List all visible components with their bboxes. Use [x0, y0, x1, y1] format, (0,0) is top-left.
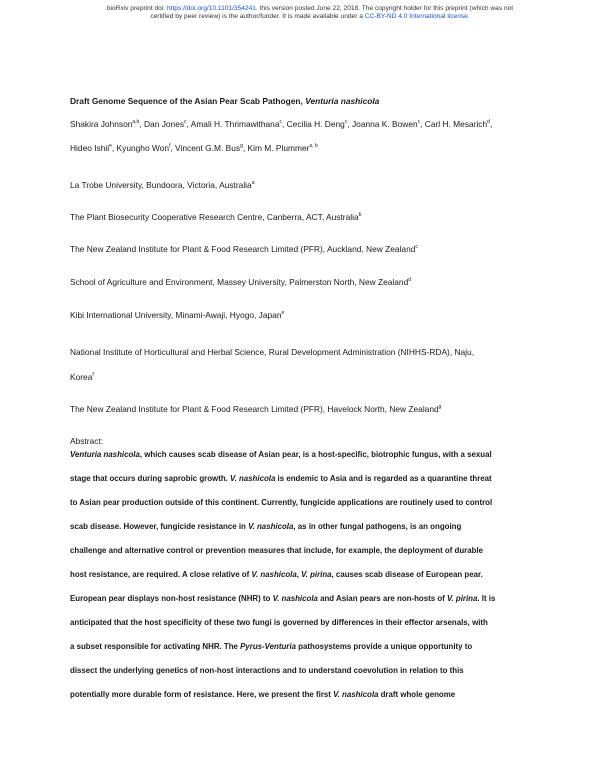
species-name: Venturia nashicola: [70, 450, 140, 459]
abstract-line: [70, 642, 472, 651]
abstract-text-run: , causes scab disease of European pear.: [331, 570, 483, 579]
title-main: Draft Genome Sequence of the Asian Pear Scab Pathogen,: [70, 96, 306, 106]
abstract-text-run: pathosystems provide a unique opportunity to: [295, 642, 473, 651]
author-affiliation-mark: e: [109, 143, 112, 150]
abstract-line: [70, 570, 483, 579]
species-name: V. pirina: [301, 570, 332, 579]
abstract-text-run: anticipated that the host specificity of these two fungi is governed by differences in their effector arsenals, with: [70, 618, 488, 627]
header-line-1: [70, 5, 550, 13]
abstract-text-run: is endemic to Asia and is regarded as a quarantine threat: [275, 474, 492, 483]
affiliation-text: The New Zealand Institute for Plant & Food Research Limited (PFR), Havelock North, New Zealand: [70, 404, 439, 414]
preprint-header: [70, 5, 550, 22]
species-name: V. nashicola: [248, 522, 294, 531]
abstract-text-run: ,: [296, 570, 302, 579]
abstract-line: [70, 690, 455, 699]
species-name: V. nashicola: [272, 594, 318, 603]
affiliation-line: [70, 244, 418, 254]
affiliation-mark: d: [408, 277, 412, 284]
abstract-text-run: , which causes scab disease of Asian pear, is a host-specific, biotrophic fungus, with a sexual: [139, 450, 492, 459]
license-link[interactable]: CC-BY-ND 4.0 International license.: [364, 13, 470, 21]
species-name: V. nashicola: [333, 690, 379, 699]
authors-line-1: [70, 119, 492, 129]
paper-title: [70, 96, 379, 106]
abstract-text-run: dissect the underlying genetics of non-host interactions and to understand coevolution in relation to this: [70, 666, 464, 675]
author-name: , Joanna K. Bowen: [347, 119, 418, 129]
author-affiliation-mark: c: [184, 119, 187, 126]
title-species: Venturia nashicola: [305, 96, 380, 106]
affiliation-line: [70, 180, 255, 190]
abstract-text-run: challenge and alternative control or prevention measures that include, for example, the deployment of durable: [70, 546, 484, 555]
author-affiliation-mark: g: [240, 143, 243, 150]
author-name: , Dan Jones: [139, 119, 185, 129]
affiliation-text: The New Zealand Institute for Plant & Food Research Limited (PFR), Auckland, New Zealand: [70, 244, 416, 254]
species-name: V. pirina: [446, 594, 478, 603]
header-suffix: . this version posted June 22, 2018. The copyright holder for this preprint (which was not: [255, 5, 514, 12]
author-affiliation-mark: c: [344, 119, 348, 126]
affiliation-mark: c: [415, 244, 418, 251]
abstract-line: [70, 546, 483, 555]
abstract-text-run: stage that occurs during saprobic growth.: [70, 474, 231, 483]
abstract-text-run: a subset responsible for activating NHR. The: [70, 642, 241, 651]
affiliation-text: La Trobe University, Bundoora, Victoria, Australia: [70, 180, 252, 190]
abstract-line: [70, 498, 492, 507]
abstract-text-run: host resistance, are required. A close relative of: [70, 570, 252, 579]
author-affiliation-mark: d: [487, 119, 490, 126]
doi-link[interactable]: https://doi.org/10.1101/354241: [166, 5, 256, 12]
affiliation-line: [70, 212, 361, 222]
affiliation-mark: f: [92, 372, 94, 379]
author-name: , Amali H. Thrimawithana: [186, 119, 280, 129]
author-affiliation-mark: a, b: [309, 143, 318, 150]
authors-line-2: [70, 143, 318, 153]
affiliation-line: [70, 310, 284, 320]
affiliation-line: [70, 347, 474, 357]
abstract-line: [70, 474, 492, 483]
abstract-line: [70, 666, 464, 675]
affiliation-mark: b: [358, 212, 362, 219]
abstract-text-run: scab disease. However, fungicide resistance in: [70, 522, 249, 531]
abstract-line: [70, 618, 488, 627]
abstract-text-run: European pear displays non-host resistance (NHR) to: [70, 594, 273, 603]
abstract-text-run: , as in other fungal pathogens, is an ongoing: [293, 522, 462, 531]
abstract-heading: Abstract:: [70, 436, 104, 446]
author-affiliation-mark: c: [279, 119, 282, 126]
abstract-line: [70, 594, 495, 603]
header-line-2: [70, 13, 550, 21]
header-prefix: bioRxiv preprint doi:: [106, 5, 167, 12]
species-name: V. nashicola: [230, 474, 276, 483]
author-name: , Cecilia H. Deng: [281, 119, 345, 129]
affiliation-mark: a: [251, 180, 255, 187]
affiliation-text: National Institute of Horticultural and Herbal Science, Rural Development Administration (NIHHS-RDA), Naju,: [70, 347, 475, 357]
author-name: ,: [489, 119, 493, 129]
abstract-text-run: potentially more durable form of resistance. Here, we present the first: [70, 690, 334, 699]
affiliation-text: Kibi International University, Minami-Awaji, Hyogo, Japan: [70, 310, 282, 320]
affiliation-line: [70, 372, 94, 382]
author-name: Shakira Johnson: [70, 119, 133, 129]
author-name: , Carl H. Mesarich: [420, 119, 488, 129]
affiliation-text: Korea: [70, 372, 93, 382]
header-line2-prefix: certified by peer review) is the author/funder. It is made available under a: [150, 13, 365, 21]
abstract-text-run: . It is: [477, 594, 496, 603]
author-affiliation-mark: f: [169, 143, 171, 150]
affiliation-mark: g: [438, 404, 442, 411]
affiliation-text: The Plant Biosecurity Cooperative Research Centre, Canberra, ACT, Australia: [70, 212, 359, 222]
affiliation-line: [70, 404, 441, 414]
author-affiliation-mark: a,b: [132, 119, 140, 126]
abstract-line: [70, 450, 492, 459]
species-name: Pyrus-Venturia: [240, 642, 296, 651]
abstract-text-run: and Asian pears are non-hosts of: [317, 594, 447, 603]
author-name: Hideo Ishii: [70, 143, 110, 153]
abstract-line: [70, 522, 461, 531]
author-name: , Kyungho Won: [111, 143, 170, 153]
author-name: , Kim M. Plummer: [242, 143, 310, 153]
author-name: , Vincent G.M. Bus: [170, 143, 241, 153]
affiliation-mark: e: [281, 310, 285, 317]
affiliation-line: [70, 277, 411, 287]
affiliation-text: School of Agriculture and Environment, Massey University, Palmerston North, New Zealand: [70, 277, 409, 287]
species-name: V. nashicola: [251, 570, 297, 579]
abstract-text-run: to Asian pear production outside of this continent. Currently, fungicide applications are routinely used to control: [70, 498, 493, 507]
abstract-text-run: draft whole genome: [378, 690, 456, 699]
author-affiliation-mark: c: [417, 119, 421, 126]
